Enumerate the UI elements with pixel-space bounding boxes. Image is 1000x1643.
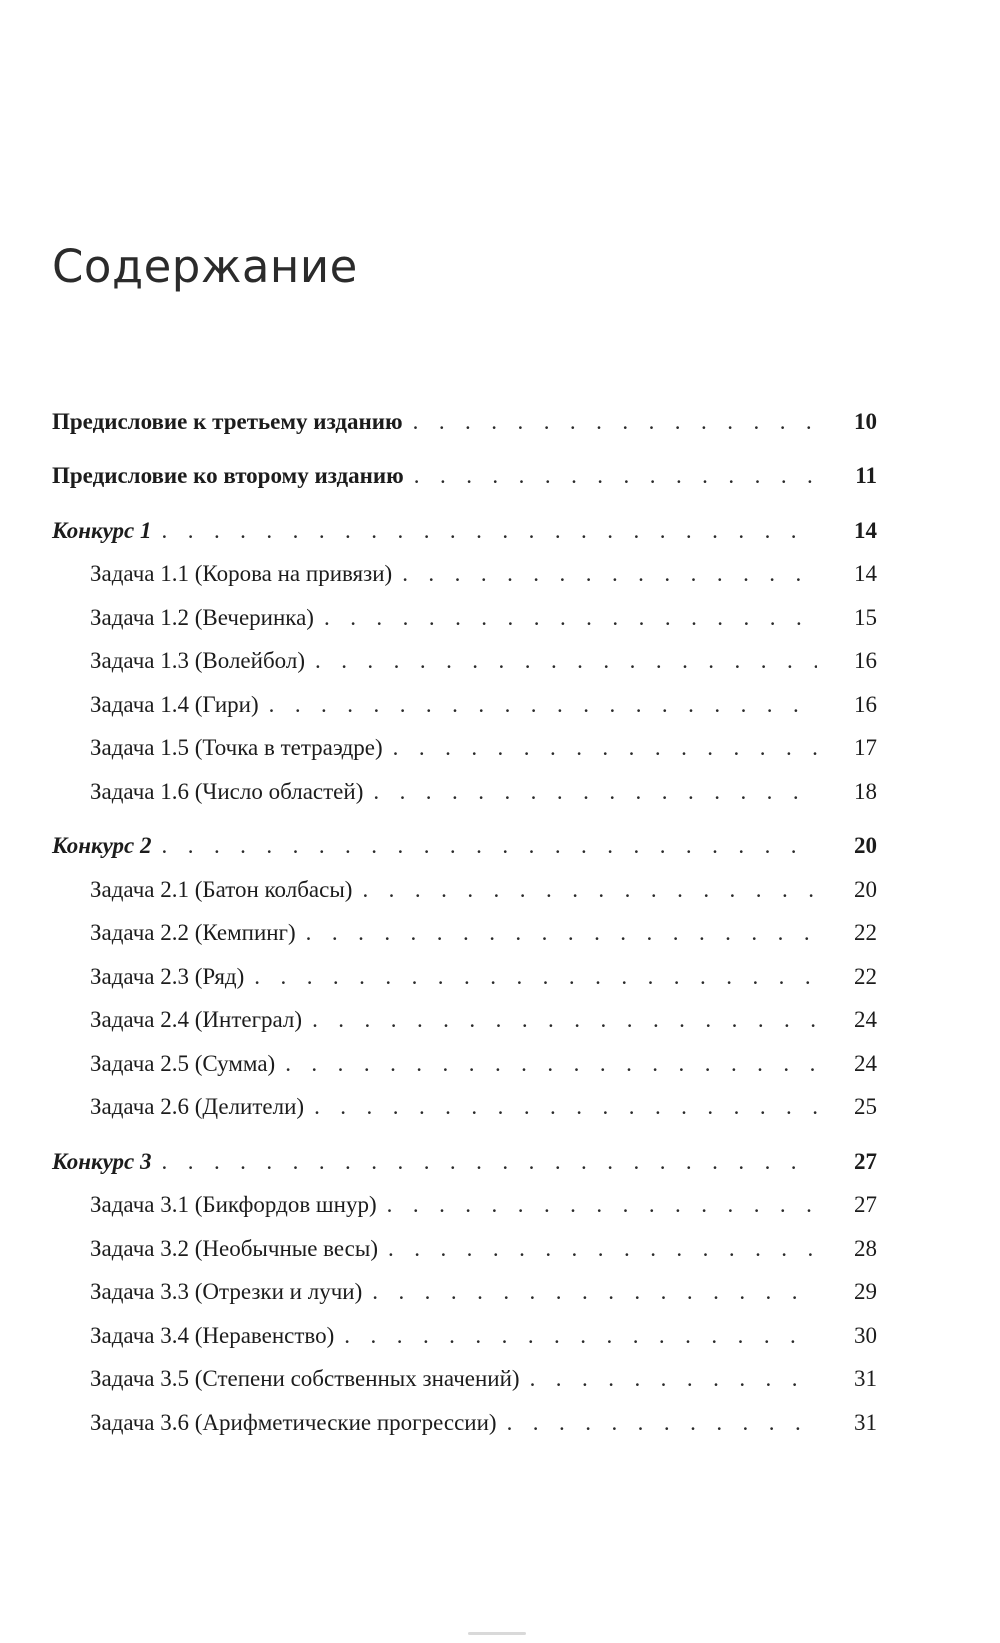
toc-entry	[52, 955, 877, 999]
toc-entry-page: 14	[854, 561, 877, 586]
toc-entry	[52, 509, 877, 553]
toc-entry-label: Конкурс 2	[52, 833, 152, 858]
toc-entry-page: 27	[854, 1148, 877, 1174]
toc-entry-page: 31	[854, 1409, 877, 1435]
toc-entry	[52, 1140, 877, 1184]
toc-entry-page: 29	[854, 1279, 877, 1304]
dot-leader	[315, 639, 817, 683]
toc-entry-label: Задача 1.5 (Точка в тетраэдре)	[90, 735, 383, 760]
toc-entry-page: 30	[854, 1322, 877, 1348]
dot-leader	[162, 824, 817, 868]
toc-entry-page: 22	[854, 963, 877, 989]
toc-entry	[52, 1270, 877, 1314]
toc-entry	[52, 911, 877, 955]
toc-entry-page: 16	[854, 691, 877, 717]
toc-entry-page: 20	[854, 876, 877, 902]
dot-leader	[402, 552, 817, 596]
toc-entry-page: 24	[854, 1050, 877, 1076]
toc-entry-page: 10	[854, 408, 877, 434]
toc-entry	[52, 400, 877, 444]
dot-leader	[530, 1357, 817, 1401]
dot-leader	[324, 596, 817, 640]
dot-leader	[254, 955, 817, 999]
toc-entry-label: Задача 1.1 (Корова на привязи)	[90, 561, 393, 586]
toc-entry-page: 24	[854, 1007, 877, 1032]
toc-entry-label: Задача 3.6 (Арифметические прогрессии)	[90, 1409, 497, 1435]
toc-entry-page: 18	[854, 778, 877, 804]
toc-entry-page: 17	[854, 735, 877, 760]
toc-entry-label: Задача 3.4 (Неравенство)	[90, 1322, 335, 1348]
toc-entry-page: 16	[854, 648, 877, 673]
toc-entry-label: Задача 1.3 (Волейбол)	[90, 648, 305, 673]
toc-entry-label: Задача 3.5 (Степени собственных значений)	[90, 1366, 520, 1391]
toc-entry	[52, 552, 877, 596]
toc-entry	[52, 454, 877, 498]
toc-entry-label: Задача 3.3 (Отрезки и лучи)	[90, 1279, 363, 1304]
toc-entry-label: Задача 2.1 (Батон колбасы)	[90, 876, 353, 902]
toc-entry	[52, 1085, 877, 1129]
toc-entry	[52, 1042, 877, 1086]
dot-leader	[387, 1183, 817, 1227]
toc-entry	[52, 1314, 877, 1358]
dot-leader	[314, 1085, 817, 1129]
toc-entry-label: Задача 1.6 (Число областей)	[90, 778, 364, 804]
toc-entry-page: 22	[854, 920, 877, 945]
scan-artifact	[468, 1632, 526, 1635]
toc-list	[52, 400, 877, 1445]
toc-entry-page: 25	[854, 1094, 877, 1119]
toc-entry	[52, 1357, 877, 1401]
toc-entry-label: Задача 2.2 (Кемпинг)	[90, 920, 296, 945]
dot-leader	[388, 1227, 817, 1271]
dot-leader	[269, 683, 817, 727]
dot-leader	[507, 1401, 817, 1445]
toc-entry-label: Задача 2.6 (Делители)	[90, 1094, 305, 1119]
toc-entry-page: 11	[855, 463, 877, 488]
toc-entry	[52, 726, 877, 770]
toc-entry-label: Задача 2.5 (Сумма)	[90, 1050, 276, 1076]
toc-entry-page: 28	[854, 1235, 877, 1261]
dot-leader	[372, 1270, 817, 1314]
toc-entry-label: Задача 1.4 (Гири)	[90, 691, 259, 717]
toc-entry-label: Предисловие ко второму изданию	[52, 463, 404, 488]
dot-leader	[285, 1042, 817, 1086]
toc-entry	[52, 770, 877, 814]
toc-entry	[52, 1227, 877, 1271]
toc-entry-label: Задача 2.3 (Ряд)	[90, 963, 245, 989]
dot-leader	[362, 868, 817, 912]
toc-entry	[52, 868, 877, 912]
toc-entry	[52, 596, 877, 640]
toc-entry	[52, 639, 877, 683]
dot-leader	[393, 726, 817, 770]
page-title: Содержание	[52, 240, 358, 293]
dot-leader	[312, 998, 817, 1042]
toc-entry-label: Конкурс 1	[52, 517, 152, 543]
dot-leader	[162, 509, 817, 553]
toc-entry-label: Задача 3.1 (Бикфордов шнур)	[90, 1192, 377, 1217]
dot-leader	[414, 454, 817, 498]
toc-entry	[52, 1401, 877, 1445]
toc-entry-page: 14	[854, 517, 877, 543]
toc-entry-page: 31	[854, 1366, 877, 1391]
toc-entry	[52, 1183, 877, 1227]
dot-leader	[344, 1314, 817, 1358]
toc-entry-page: 20	[854, 833, 877, 858]
dot-leader	[373, 770, 817, 814]
toc-entry-label: Конкурс 3	[52, 1148, 152, 1174]
toc-entry-label: Предисловие к третьему изданию	[52, 408, 403, 434]
dot-leader	[306, 911, 817, 955]
toc-entry-label: Задача 1.2 (Вечеринка)	[90, 604, 314, 630]
toc-entry	[52, 998, 877, 1042]
dot-leader	[413, 400, 817, 444]
toc-entry-page: 15	[854, 604, 877, 630]
toc-entry-label: Задача 2.4 (Интеграл)	[90, 1007, 303, 1032]
toc-entry	[52, 683, 877, 727]
dot-leader	[162, 1140, 817, 1184]
toc-entry-page: 27	[854, 1192, 877, 1217]
toc-entry	[52, 824, 877, 868]
toc-entry-label: Задача 3.2 (Необычные весы)	[90, 1235, 378, 1261]
